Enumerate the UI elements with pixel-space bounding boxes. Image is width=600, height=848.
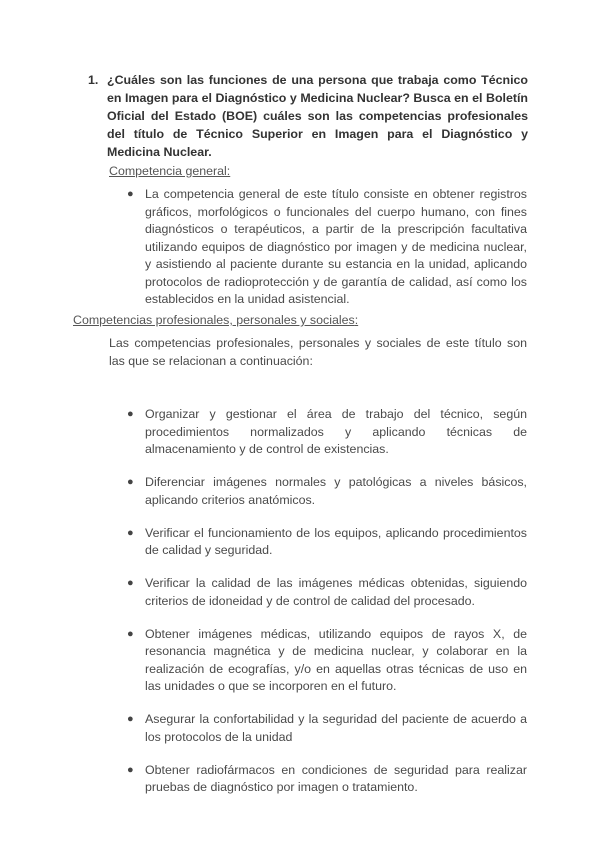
list-item bbox=[127, 575, 527, 610]
bullet-icon: ● bbox=[127, 188, 134, 200]
competencias-profesionales-heading bbox=[73, 311, 358, 329]
list-item-text: Obtener radiofármacos en condiciones de seguridad para realizar pruebas de diagnóstico por imagen o tratamiento. bbox=[145, 762, 527, 794]
list-item bbox=[127, 406, 527, 459]
bullet-icon: ● bbox=[127, 577, 134, 589]
list-item-text: Obtener imágenes médicas, utilizando equipos de rayos X, de resonancia magnética y de medicina nuclear, y colaborar en la realización de ecografías, y/o en aquellas otras técnicas de uso en las unidades o que se incorporen en el futuro. bbox=[145, 626, 527, 693]
question-number: 1. bbox=[88, 73, 99, 87]
competencias-profesionales-heading-text: Competencias profesionales, personales y sociales bbox=[73, 313, 355, 327]
list-item bbox=[127, 762, 527, 797]
heading-colon: : bbox=[354, 313, 359, 327]
list-item bbox=[127, 626, 527, 696]
list-item-text: Verificar el funcionamiento de los equipos, aplicando procedimientos de calidad y seguridad. bbox=[145, 525, 527, 557]
list-item bbox=[127, 711, 527, 746]
list-item-text: Asegurar la confortabilidad y la seguridad del paciente de acuerdo a los protocolos de la unidad bbox=[145, 712, 527, 744]
competencias-profesionales-list bbox=[127, 406, 527, 812]
competencias-intro: Las competencias profesionales, personales y sociales de este título son las que se relacionan a continuación: bbox=[109, 336, 527, 368]
bullet-icon: ● bbox=[127, 526, 134, 539]
list-item-text: Diferenciar imágenes normales y patológicas a niveles básicos, aplicando criterios anatómicos. bbox=[145, 475, 527, 507]
bullet-icon: ● bbox=[127, 627, 134, 640]
list-item-text: La competencia general de este título consiste en obtener registros gráficos, morfológicos o funcionales del cuerpo humano, con fines diagnósticos o terapéuticos, a partir de la prescripción facultativa utilizando equipos de diagnóstico por imagen y de medicina nuclear, y asistiendo al paciente durante su estancia en la unidad, aplicando protocolos de radioprotección y de garantía de calidad, así como los establecidos en la unidad asistencial. bbox=[145, 187, 527, 306]
bullet-icon: ● bbox=[127, 476, 134, 488]
competencia-general-heading: Competencia general: bbox=[109, 164, 231, 178]
list-item bbox=[127, 186, 527, 309]
bullet-icon: ● bbox=[127, 763, 134, 776]
question-1 bbox=[88, 71, 528, 161]
list-item-text: Organizar y gestionar el área de trabajo del técnico, según procedimientos normalizados y aplicando técnicas de almacenamiento y de control de existencias. bbox=[145, 407, 527, 456]
list-item-text: Verificar la calidad de las imágenes médicas obtenidas, siguiendo criterios de idoneidad y de control de calidad del procesado. bbox=[145, 576, 527, 608]
bullet-icon: ● bbox=[127, 408, 134, 420]
competencia-general-list bbox=[127, 186, 527, 309]
list-item bbox=[127, 525, 527, 560]
bullet-icon: ● bbox=[127, 713, 134, 725]
list-item bbox=[127, 474, 527, 509]
question-text: ¿Cuáles son las funciones de una persona que trabaja como Técnico en Imagen para el Diagnóstico y Medicina Nuclear? Busca en el Boletín Oficial del Estado (BOE) cuáles son las competencias profesionales del título de Técnico Superior en Imagen para el Diagnóstico y Medicina Nuclear. bbox=[107, 73, 528, 159]
